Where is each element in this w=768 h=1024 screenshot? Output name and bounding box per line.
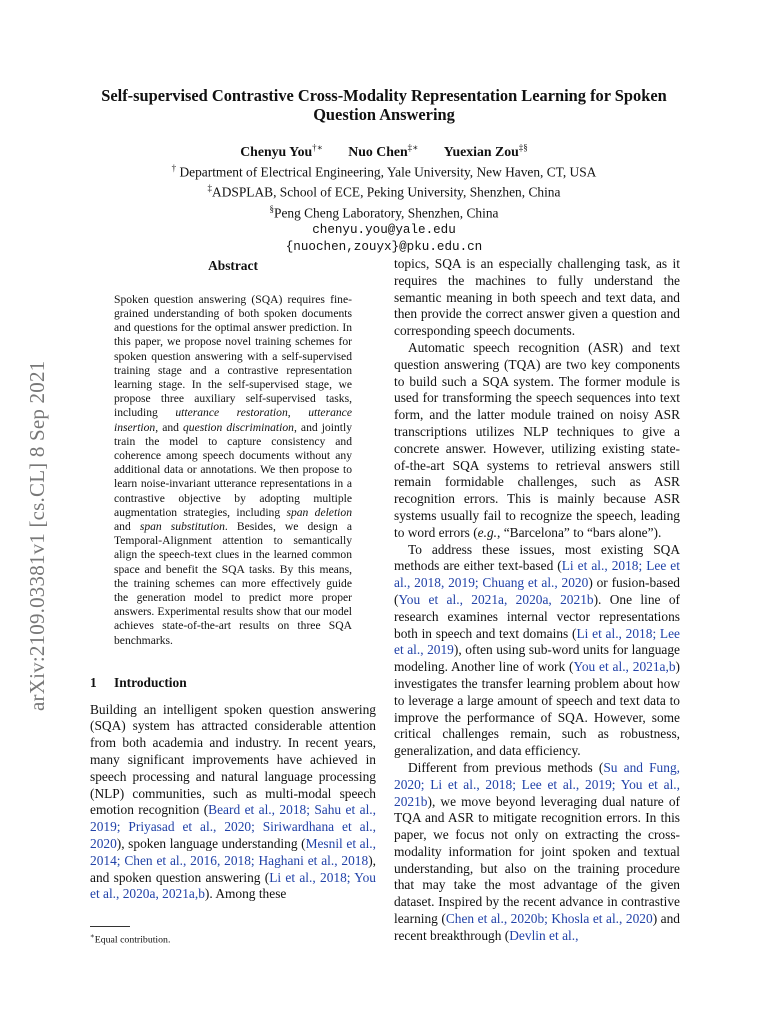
paper-header (90, 86, 678, 256)
author: Chenyu You†∗ (240, 142, 323, 159)
affiliation: ‡ADSPLAB, School of ECE, Peking University, Shenzhen, China (207, 183, 561, 200)
paper-title: Self-supervised Contrastive Cross-Modality Representation Learning for Spoken Question Answering (101, 86, 667, 124)
citation-link[interactable]: Beard et al., 2018; Sahu et al., 2019; Priyasad et al., 2020; Siriwardhana et al., 2020 (90, 802, 376, 852)
author-email[interactable]: chenyu.you@yale.edu (312, 223, 456, 238)
citation-link[interactable]: You et al., 2021a, 2020a, 2021b (398, 591, 594, 607)
citation-link[interactable]: Mesnil et al., 2014; Chen et al., 2016, 2018; Haghani et al., 2018 (90, 836, 376, 868)
affiliation: † Department of Electrical Engineering, Yale University, New Haven, CT, USA (171, 162, 597, 180)
citation-link[interactable]: Chen et al., 2020b; Khosla et al., 2020 (445, 911, 653, 927)
citation-link[interactable]: You et al., 2021a,b (573, 659, 676, 675)
author-list (90, 139, 678, 160)
author: Yuexian Zou‡§ (443, 142, 528, 159)
citation-link[interactable]: Li et al., 2018; Lee et al., 2019 (394, 625, 680, 658)
body-paragraph: Different from previous methods (Su and Fung, 2020; Li et al., 2018; Lee et al., 2019; You et al., 2021b), we move beyond leveraging dual nature of TQA and ASR to mitigate recognition errors. In this paper, we focus not only on extracting the cross-modality information for joint spoken and textual understanding, but also on the training procedure that may take the most advantage of the given dataset. Inspired by the recent advance in contrastive learning (Chen et al., 2020b; Khosla et al., 2020) and recent breakthrough (Devlin et al., (394, 759, 680, 943)
left-column (90, 256, 376, 903)
affiliation: §Peng Cheng Laboratory, Shenzhen, China (269, 204, 499, 221)
author: Nuo Chen‡∗ (348, 142, 419, 159)
section-heading-introduction: 1 Introduction (90, 674, 187, 690)
citation-link[interactable]: Li et al., 2018; You et al., 2020a, 2021a,b (90, 869, 376, 902)
footnote: ∗Equal contribution. (90, 926, 376, 946)
citation-link[interactable]: Li et al., 2018; Lee et al., 2018, 2019; Chuang et al., 2020 (394, 558, 680, 591)
right-column (394, 256, 680, 945)
body-paragraph: To address these issues, most existing SQA methods are either text-based (Li et al., 2018; Lee et al., 2018, 2019; Chuang et al., 2020) or fusion-based (You et al., 2021a, 2020a, 2021b). One line of research examines internal vector representations both in speech and text domains (Li et al., 2018; Lee et al., 2019), often using sub-word units for language modeling. Another line of work (You et al., 2021a,b) investigates the transfer learning problem about how to leverage a large amount of speech and text data to improve the performance of SQA. However, some critical challenges remain, such as robustness, generalization, and data efficiency. (394, 541, 680, 759)
abstract-heading: Abstract (208, 258, 258, 273)
body-paragraph: Automatic speech recognition (ASR) and text question answering (TQA) are two key components to build such a SQA system. The former module is used for transforming the speech sequences into text form, and the latter module trained on noisy ASR transcriptions utilizes NLP techniques to give a concrete answer. However, utilizing existing state-of-the-art SQA systems to retrieval answers still remain formidable challenges, such as ASR recognition errors. This is mainly because ASR systems usually fail to recognize the speech, leading to word errors (e.g., “Barcelona” to “bars alone”). (394, 339, 680, 540)
body-paragraph: topics, SQA is an especially challenging task, as it requires the machines to fully understand the semantic meaning in both speech and text data, and then provide the correct answer given a question and corresponding speech documents. (394, 256, 680, 339)
citation-link[interactable]: Su and Fung, 2020; Li et al., 2018; Lee et al., 2019; You et al., 2021b (394, 759, 680, 809)
intro-paragraph: Building an intelligent spoken question answering (SQA) system has attracted considerable attention from both academia and industry. In recent years, many significant improvements have achieved in speech processing and natural language processing (NLP) communities, such as multi-modal speech emotion recognition (Beard et al., 2018; Sahu et al., 2019; Priyasad et al., 2020; Siriwardhana et al., 2020), spoken language understanding (Mesnil et al., 2014; Chen et al., 2016, 2018; Haghani et al., 2018), and spoken question answering (Li et al., 2018; You et al., 2020a, 2021a,b). Among these (90, 701, 376, 902)
arxiv-identifier: arXiv:2109.03381v1 [cs.CL] 8 Sep 2021 (25, 360, 49, 712)
citation-link[interactable]: Devlin et al., (509, 927, 579, 943)
footnote-rule (90, 926, 130, 927)
author-email[interactable]: {nuochen,zouyx}@pku.edu.cn (285, 240, 483, 255)
abstract-text: Spoken question answering (SQA) requires fine-grained understanding of both spoken documents and questions for the optimal answer prediction. In this paper, we propose novel training schemes for spoken question answering with a self-supervised training stage and a contrastive representation learning stage. In the self-supervised stage, we propose three auxiliary self-supervised tasks, including utterance restoration, utterance insertion, and question discrimination, and jointly train the model to capture consistency and coherence among speech documents without any additional data or annotations. We then propose to learn noise-invariant utterance representations in a contrastive objective by adopting multiple augmentation strategies, including span deletion and span substitution. Besides, we design a Temporal-Alignment attention to semantically align the speech-text clues in the learned common space and benefit the SQA tasks. By this means, the training schemes can more effectively guide the generation model to predict more proper answers. Experimental results show that our model achieves state-of-the-art results on three SQA benchmarks. (114, 292, 352, 647)
